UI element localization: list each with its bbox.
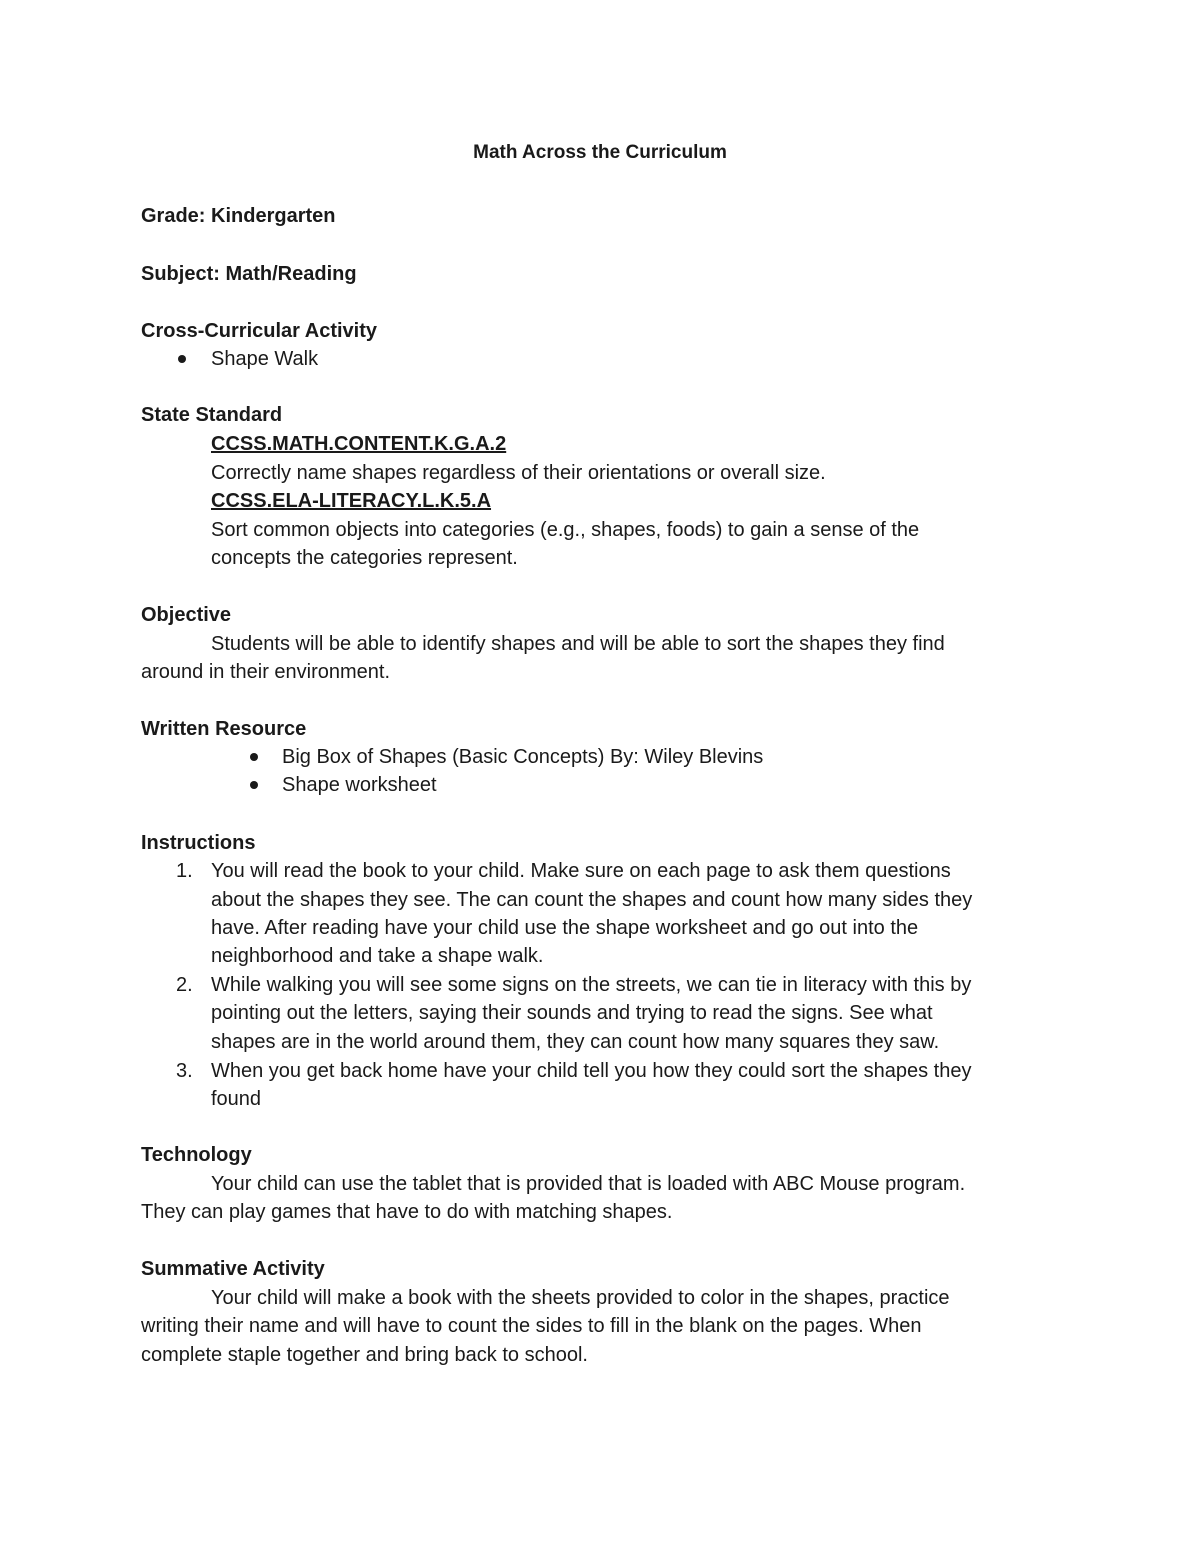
standard-code-math: CCSS.MATH.CONTENT.K.G.A.2 bbox=[211, 433, 507, 455]
written-resource-heading: Written Resource bbox=[141, 718, 307, 740]
technology-text-line-2: They can play games that have to do with matching shapes. bbox=[141, 1201, 673, 1223]
summative-heading: Summative Activity bbox=[141, 1258, 325, 1280]
instruction-2-line-3: shapes are in the world around them, they can count how many squares they saw. bbox=[211, 1031, 940, 1053]
objective-text-line-1: Students will be able to identify shapes and will be able to sort the shapes they find bbox=[211, 633, 945, 655]
bullet-icon bbox=[178, 355, 186, 363]
standard-description-math: Correctly name shapes regardless of their orientations or overall size. bbox=[211, 462, 826, 484]
summative-text-line-1: Your child will make a book with the sheets provided to color in the shapes, practice bbox=[211, 1287, 950, 1309]
instruction-1-line-4: neighborhood and take a shape walk. bbox=[211, 945, 544, 967]
objective-text-line-2: around in their environment. bbox=[141, 661, 391, 683]
bullet-icon bbox=[250, 753, 258, 761]
instruction-number: 3. bbox=[176, 1060, 193, 1082]
instructions-heading: Instructions bbox=[141, 832, 256, 854]
instruction-3-line-1: When you get back home have your child tell you how they could sort the shapes they bbox=[211, 1060, 972, 1082]
standard-description-ela-line-1: Sort common objects into categories (e.g., shapes, foods) to gain a sense of the bbox=[211, 519, 920, 541]
subject-label: Subject: Math/Reading bbox=[141, 263, 357, 285]
grade-label: Grade: Kindergarten bbox=[141, 205, 336, 227]
page-title: Math Across the Curriculum bbox=[473, 142, 727, 163]
instruction-3-line-2: found bbox=[211, 1088, 262, 1110]
written-resource-item: Shape worksheet bbox=[282, 774, 437, 796]
technology-text-line-1: Your child can use the tablet that is provided that is loaded with ABC Mouse program. bbox=[211, 1173, 966, 1195]
cross-curricular-heading: Cross-Curricular Activity bbox=[141, 320, 377, 342]
state-standard-heading: State Standard bbox=[141, 404, 283, 426]
instruction-1-line-2: about the shapes they see. The can count the shapes and count how many sides they bbox=[211, 889, 973, 911]
summative-text-line-3: complete staple together and bring back to school. bbox=[141, 1344, 588, 1366]
objective-heading: Objective bbox=[141, 604, 232, 626]
instruction-2-line-2: pointing out the letters, saying their sounds and trying to read the signs. See what bbox=[211, 1002, 933, 1024]
standard-code-ela: CCSS.ELA-LITERACY.L.K.5.A bbox=[211, 490, 492, 512]
instruction-1-line-3: have. After reading have your child use the shape worksheet and go out into the bbox=[211, 917, 919, 939]
summative-text-line-2: writing their name and will have to count the sides to fill in the blank on the pages. When bbox=[141, 1315, 922, 1337]
instruction-number: 1. bbox=[176, 860, 193, 882]
written-resource-item: Big Box of Shapes (Basic Concepts) By: Wiley Blevins bbox=[282, 746, 764, 768]
instruction-2-line-1: While walking you will see some signs on the streets, we can tie in literacy with this by bbox=[211, 974, 972, 996]
bullet-icon bbox=[250, 781, 258, 789]
instruction-1-line-1: You will read the book to your child. Make sure on each page to ask them questions bbox=[211, 860, 951, 882]
standard-description-ela-line-2: concepts the categories represent. bbox=[211, 547, 518, 569]
instruction-number: 2. bbox=[176, 974, 193, 996]
technology-heading: Technology bbox=[141, 1144, 252, 1166]
cross-curricular-item: Shape Walk bbox=[211, 348, 319, 370]
